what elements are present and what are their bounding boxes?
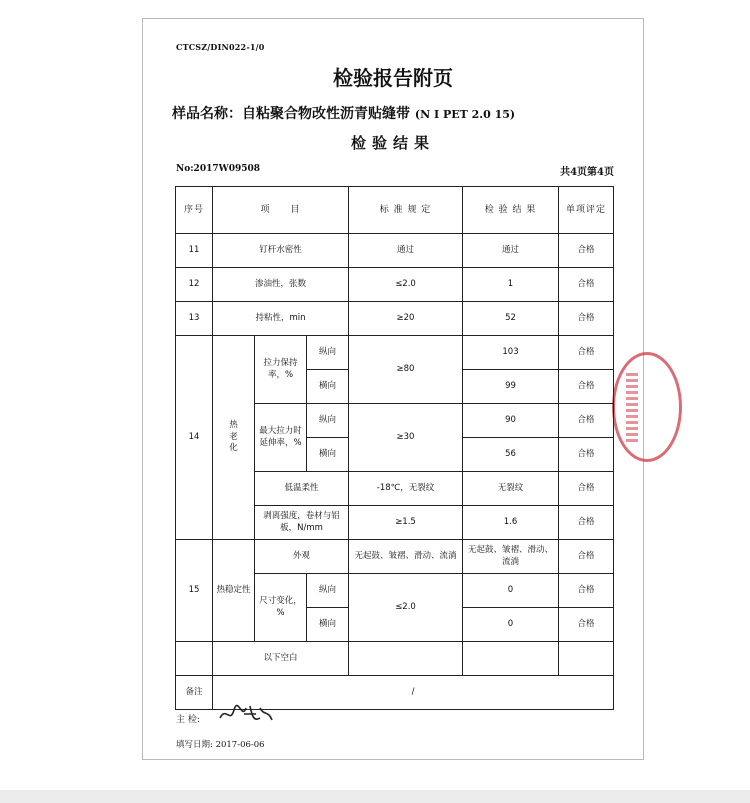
row-result: 0 (463, 608, 559, 642)
row-evaluation: 合格 (559, 574, 614, 608)
row-evaluation: 合格 (559, 472, 614, 506)
row-result: 0 (463, 574, 559, 608)
row-result: 无裂纹 (463, 472, 559, 506)
row-item: 渗油性，张数 (213, 268, 349, 302)
page-count: 共4页第4页 (560, 167, 614, 178)
empty-cell (463, 642, 559, 676)
table-row (176, 302, 614, 336)
empty-cell (176, 642, 213, 676)
row-evaluation: 合格 (559, 234, 614, 268)
row-evaluation: 合格 (559, 370, 614, 404)
page-title: 检验报告附页 (333, 66, 453, 90)
direction-long: 纵向 (307, 404, 349, 438)
section-title: 检验结果 (350, 134, 435, 152)
remark-label: 备注 (176, 676, 213, 710)
row-result: 103 (463, 336, 559, 370)
row-standard: ≥1.5 (349, 506, 463, 540)
report-number: No:2017W09508 (176, 164, 261, 174)
header-result: 检 验 结 果 (463, 187, 559, 234)
inspector-label: 主 检: (176, 715, 200, 725)
direction-long: 纵向 (307, 574, 349, 608)
row-evaluation: 合格 (559, 506, 614, 540)
header-standard: 标 准 规 定 (349, 187, 463, 234)
header-evaluation: 单项评定 (559, 187, 614, 234)
sample-name (172, 103, 515, 123)
table-row (176, 336, 614, 370)
handwritten-signature (216, 700, 276, 728)
row-evaluation: 合格 (559, 540, 614, 574)
row-no: 13 (176, 302, 213, 336)
group-label: 热老化 (229, 420, 238, 454)
header-item: 项 目 (213, 187, 349, 234)
sub-item-elongation: 最大拉力时延伸率，% (255, 404, 307, 472)
row-group-heat-stability: 热稳定性 (213, 540, 255, 642)
table-row (176, 540, 614, 574)
direction-trans: 横向 (307, 370, 349, 404)
row-result: 52 (463, 302, 559, 336)
row-no: 15 (176, 540, 213, 642)
row-result: 1.6 (463, 506, 559, 540)
red-seal-text (626, 372, 638, 442)
direction-long: 纵向 (307, 336, 349, 370)
header-no: 序号 (176, 187, 213, 234)
empty-cell (349, 642, 463, 676)
table-row (176, 268, 614, 302)
fill-date: 填写日期: 2017-06-06 (176, 740, 265, 750)
row-standard: ≤2.0 (349, 268, 463, 302)
blank-below-note: 以下空白 (213, 642, 349, 676)
row-standard: ≤2.0 (349, 574, 463, 642)
row-standard: 无起鼓、皱褶、滑动、流淌 (349, 540, 463, 574)
row-group-heat-aging (213, 336, 255, 540)
row-result: 90 (463, 404, 559, 438)
row-standard: ≥20 (349, 302, 463, 336)
row-no: 12 (176, 268, 213, 302)
document-code: CTCSZ/DIN022-1/0 (176, 42, 265, 52)
row-evaluation: 合格 (559, 608, 614, 642)
row-result: 无起鼓、皱褶、滑动、流淌 (463, 540, 559, 574)
row-item: 持粘性，min (213, 302, 349, 336)
table-row (176, 234, 614, 268)
sample-model: (N I PET 2.0 15) (414, 108, 516, 121)
row-standard: ≥30 (349, 404, 463, 472)
red-seal-stamp (612, 352, 682, 462)
row-result: 56 (463, 438, 559, 472)
table-header-row (176, 187, 614, 234)
row-evaluation: 合格 (559, 336, 614, 370)
sub-item-dimension: 尺寸变化，% (255, 574, 307, 642)
results-table (175, 186, 614, 710)
row-standard: 通过 (349, 234, 463, 268)
row-result: 通过 (463, 234, 559, 268)
row-evaluation: 合格 (559, 302, 614, 336)
empty-cell (559, 642, 614, 676)
sample-label: 样品名称：自粘聚合物改性沥青贴缝带 (172, 106, 410, 122)
sub-item-cold-flex: 低温柔性 (255, 472, 349, 506)
row-standard: -18℃，无裂纹 (349, 472, 463, 506)
sub-item-tensile-keep: 拉力保持率，% (255, 336, 307, 404)
direction-trans: 横向 (307, 438, 349, 472)
sub-item-peel: 剥离强度，卷材与铝板，N/mm (255, 506, 349, 540)
row-evaluation: 合格 (559, 438, 614, 472)
sub-item-appearance: 外观 (255, 540, 349, 574)
row-item: 钉杆水密性 (213, 234, 349, 268)
remark-value: / (213, 676, 614, 710)
row-standard: ≥80 (349, 336, 463, 404)
direction-trans: 横向 (307, 608, 349, 642)
table-row (176, 642, 614, 676)
row-result: 1 (463, 268, 559, 302)
row-result: 99 (463, 370, 559, 404)
row-no: 11 (176, 234, 213, 268)
row-no: 14 (176, 336, 213, 540)
row-evaluation: 合格 (559, 268, 614, 302)
row-evaluation: 合格 (559, 404, 614, 438)
